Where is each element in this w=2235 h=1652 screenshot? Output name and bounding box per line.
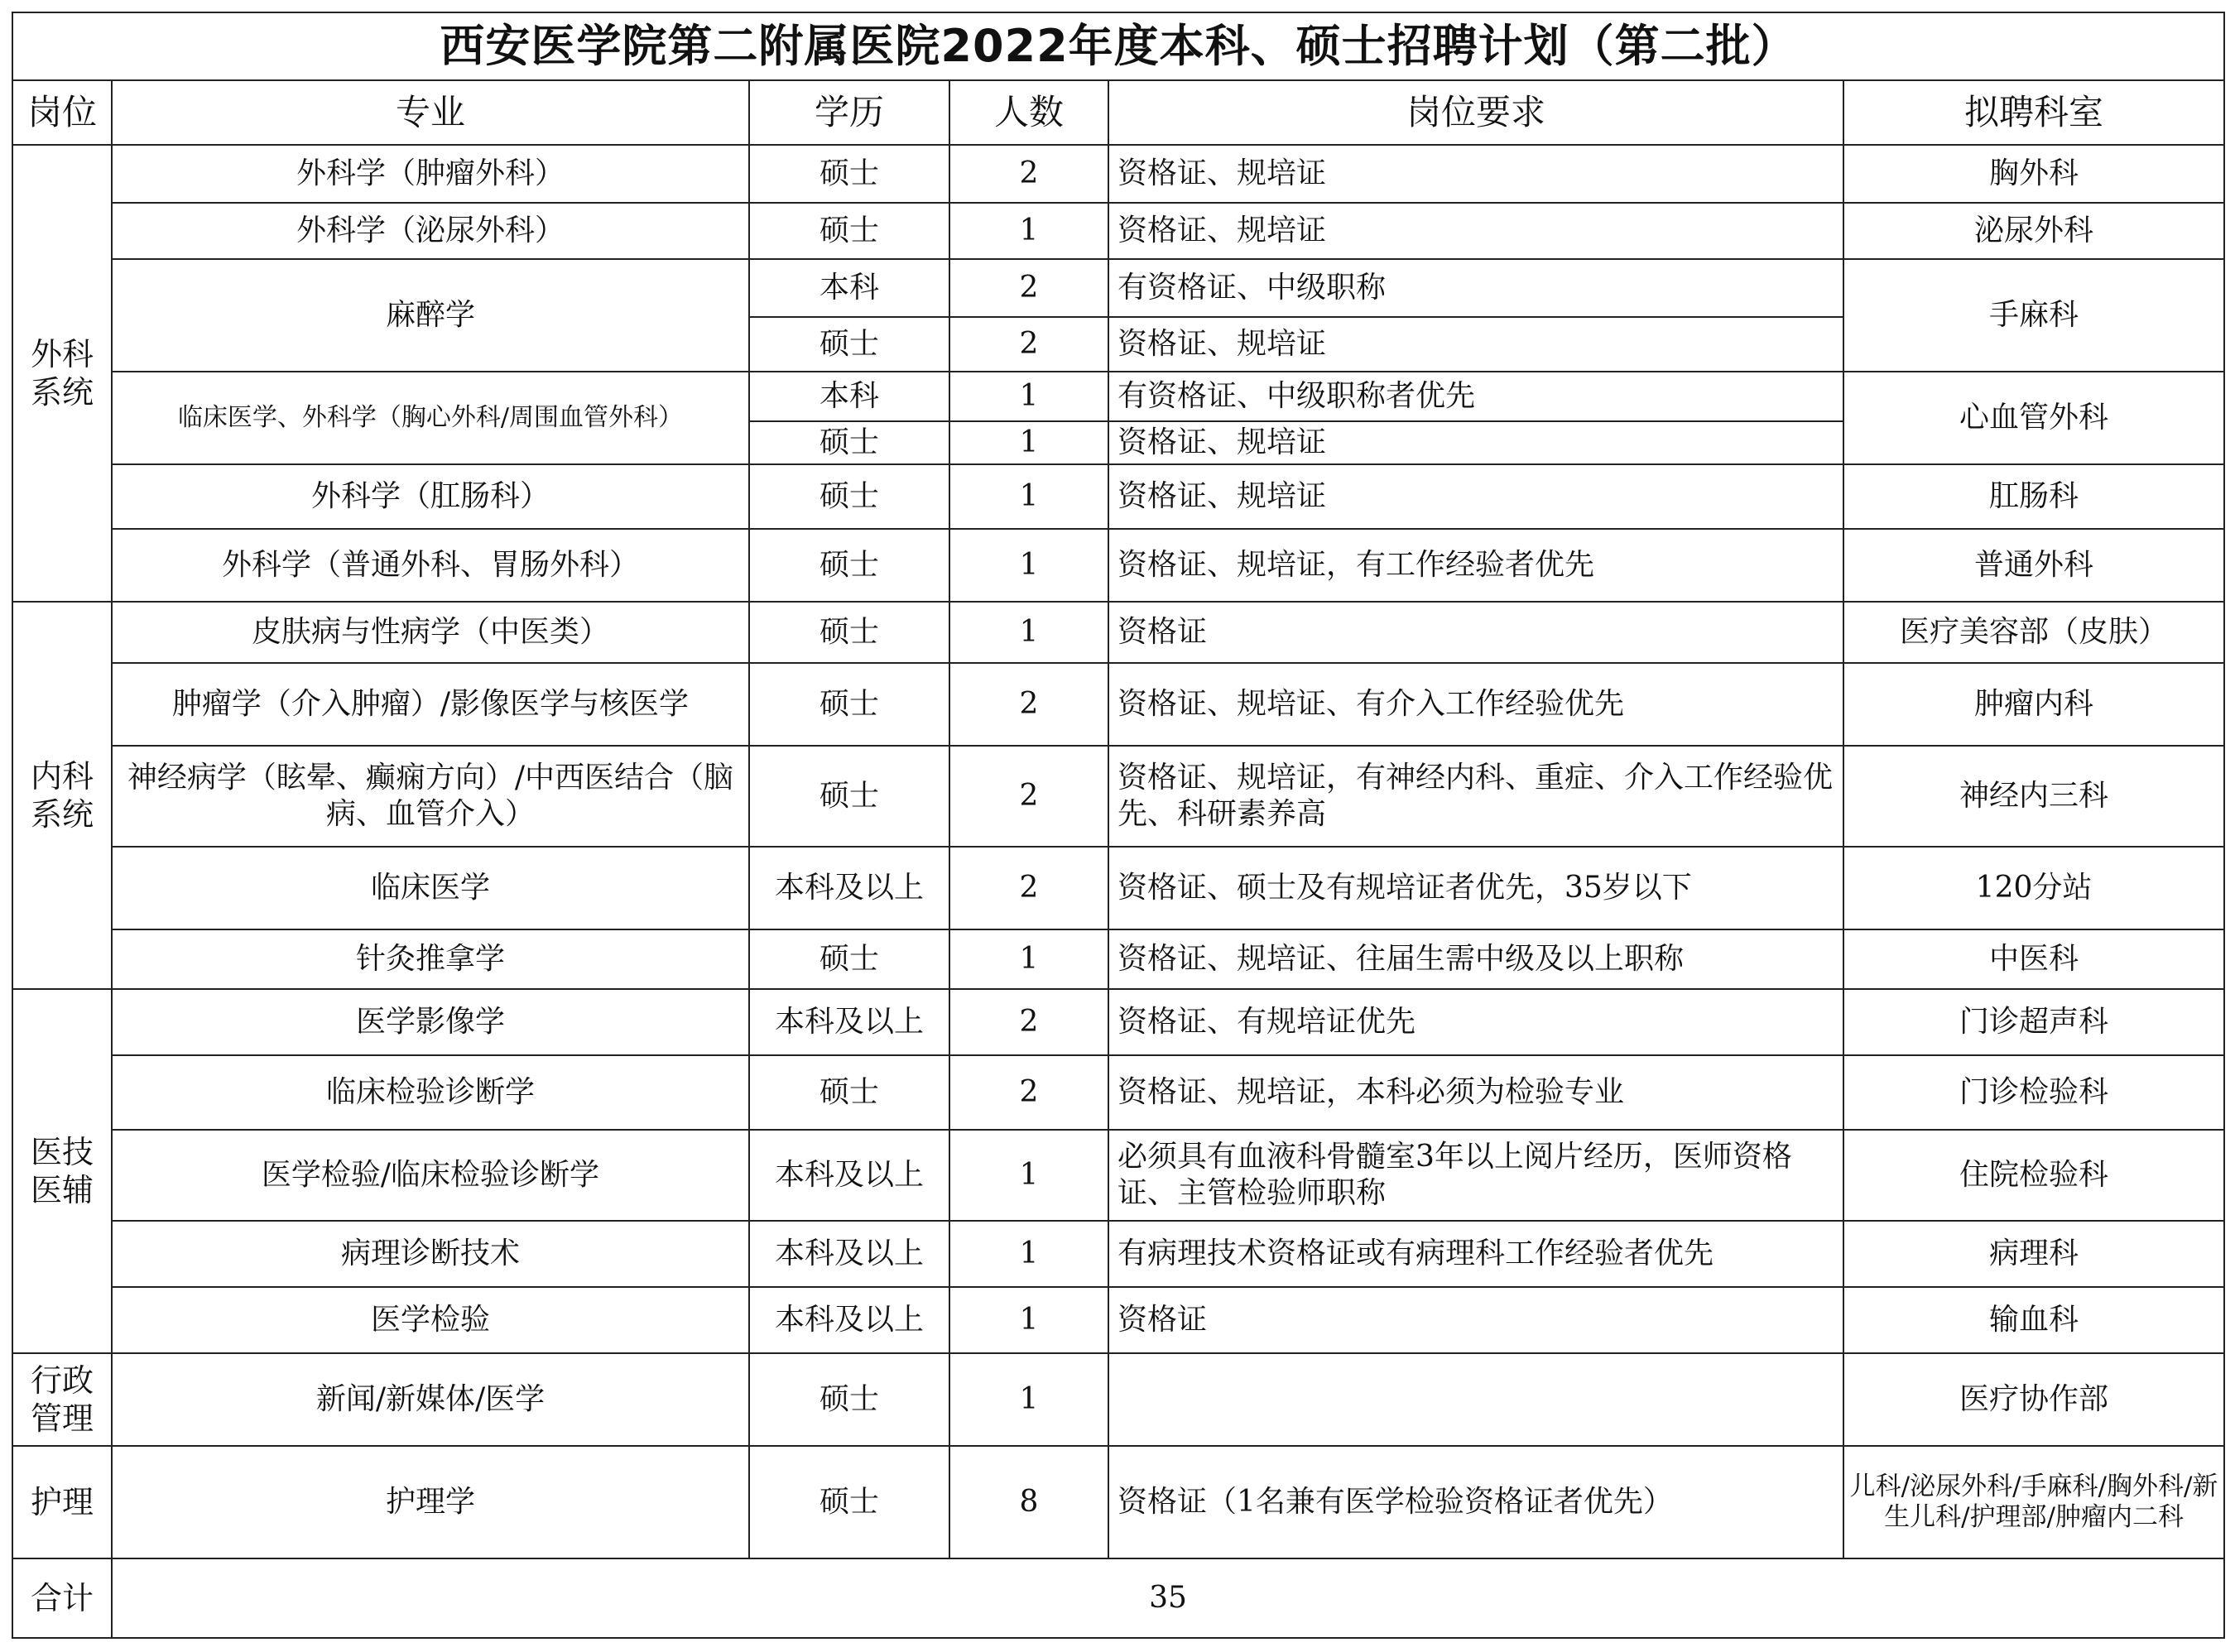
requirement-cell: 资格证、规培证，有神经内科、重症、介入工作经验优先、科研素养高 bbox=[1108, 746, 1843, 847]
department-cell: 门诊检验科 bbox=[1843, 1055, 2224, 1130]
page-title: 西安医学院第二附属医院2022年度本科、硕士招聘计划（第二批） bbox=[12, 12, 2224, 80]
table-row bbox=[12, 372, 2224, 421]
major-cell: 神经病学（眩晕、癫痫方向）/中西医结合（脑病、血管介入） bbox=[112, 746, 749, 847]
header-position: 岗位 bbox=[12, 80, 112, 145]
department-cell: 120分站 bbox=[1843, 847, 2224, 929]
count-cell: 1 bbox=[949, 1353, 1108, 1446]
education-cell: 硕士 bbox=[749, 1055, 949, 1130]
count-cell: 2 bbox=[949, 145, 1108, 203]
education-cell: 本科 bbox=[749, 372, 949, 421]
table-row bbox=[12, 1287, 2224, 1353]
education-cell: 本科及以上 bbox=[749, 989, 949, 1055]
requirement-cell: 资格证、规培证 bbox=[1108, 145, 1843, 203]
count-cell: 1 bbox=[949, 464, 1108, 529]
department-cell: 医疗协作部 bbox=[1843, 1353, 2224, 1446]
education-cell: 硕士 bbox=[749, 203, 949, 259]
education-cell: 本科及以上 bbox=[749, 1287, 949, 1353]
table-row bbox=[12, 1055, 2224, 1130]
department-cell: 胸外科 bbox=[1843, 145, 2224, 203]
major-cell: 医学检验/临床检验诊断学 bbox=[112, 1130, 749, 1221]
education-cell: 硕士 bbox=[749, 421, 949, 464]
count-cell: 1 bbox=[949, 203, 1108, 259]
requirement-cell: 资格证、规培证 bbox=[1108, 203, 1843, 259]
count-cell: 1 bbox=[949, 929, 1108, 989]
header-count: 人数 bbox=[949, 80, 1108, 145]
count-cell: 2 bbox=[949, 746, 1108, 847]
major-cell: 临床医学 bbox=[112, 847, 749, 929]
requirement-cell: 资格证（1名兼有医学检验资格证者优先） bbox=[1108, 1446, 1843, 1558]
table-row bbox=[12, 1221, 2224, 1287]
table-row bbox=[12, 1353, 2224, 1446]
requirement-cell: 资格证、规培证 bbox=[1108, 464, 1843, 529]
requirement-cell: 资格证、规培证 bbox=[1108, 317, 1843, 372]
requirement-cell: 必须具有血液科骨髓室3年以上阅片经历，医师资格证、主管检验师职称 bbox=[1108, 1130, 1843, 1221]
education-cell: 本科及以上 bbox=[749, 1221, 949, 1287]
major-cell: 护理学 bbox=[112, 1446, 749, 1558]
major-cell: 外科学（肿瘤外科） bbox=[112, 145, 749, 203]
major-cell: 医学检验 bbox=[112, 1287, 749, 1353]
requirement-cell: 资格证、硕士及有规培证者优先，35岁以下 bbox=[1108, 847, 1843, 929]
table-row bbox=[12, 746, 2224, 847]
department-cell: 肿瘤内科 bbox=[1843, 663, 2224, 746]
education-cell: 硕士 bbox=[749, 529, 949, 602]
header-row bbox=[12, 80, 2224, 145]
count-cell: 1 bbox=[949, 1287, 1108, 1353]
education-cell: 硕士 bbox=[749, 1353, 949, 1446]
recruitment-table bbox=[12, 12, 2225, 1639]
education-cell: 本科及以上 bbox=[749, 847, 949, 929]
education-cell: 硕士 bbox=[749, 317, 949, 372]
department-cell: 儿科/泌尿外科/手麻科/胸外科/新生儿科/护理部/肿瘤内二科 bbox=[1843, 1446, 2224, 1558]
table-row bbox=[12, 529, 2224, 602]
count-cell: 8 bbox=[949, 1446, 1108, 1558]
table-row bbox=[12, 602, 2224, 663]
major-cell: 肿瘤学（介入肿瘤）/影像医学与核医学 bbox=[112, 663, 749, 746]
recruitment-sheet bbox=[12, 12, 2223, 1645]
requirement-cell: 资格证、规培证，有工作经验者优先 bbox=[1108, 529, 1843, 602]
total-value: 35 bbox=[112, 1558, 2224, 1638]
education-cell: 本科及以上 bbox=[749, 1130, 949, 1221]
count-cell: 1 bbox=[949, 421, 1108, 464]
requirement-cell: 资格证、规培证，本科必须为检验专业 bbox=[1108, 1055, 1843, 1130]
header-education: 学历 bbox=[749, 80, 949, 145]
count-cell: 1 bbox=[949, 372, 1108, 421]
major-cell: 外科学（普通外科、胃肠外科） bbox=[112, 529, 749, 602]
education-cell: 硕士 bbox=[749, 663, 949, 746]
department-cell: 住院检验科 bbox=[1843, 1130, 2224, 1221]
count-cell: 1 bbox=[949, 1221, 1108, 1287]
total-row bbox=[12, 1558, 2224, 1638]
group-internal: 内科系统 bbox=[12, 602, 112, 989]
requirement-cell: 资格证 bbox=[1108, 602, 1843, 663]
count-cell: 1 bbox=[949, 529, 1108, 602]
department-cell: 中医科 bbox=[1843, 929, 2224, 989]
requirement-cell: 资格证、规培证、往届生需中级及以上职称 bbox=[1108, 929, 1843, 989]
requirement-cell: 资格证、有规培证优先 bbox=[1108, 989, 1843, 1055]
department-cell: 神经内三科 bbox=[1843, 746, 2224, 847]
table-row bbox=[12, 1446, 2224, 1558]
major-cell: 临床医学、外科学（胸心外科/周围血管外科） bbox=[112, 372, 749, 464]
major-cell: 麻醉学 bbox=[112, 259, 749, 372]
count-cell: 2 bbox=[949, 663, 1108, 746]
table-row bbox=[12, 663, 2224, 746]
department-cell: 普通外科 bbox=[1843, 529, 2224, 602]
requirement-cell: 资格证、规培证 bbox=[1108, 421, 1843, 464]
table-row bbox=[12, 259, 2224, 317]
count-cell: 2 bbox=[949, 989, 1108, 1055]
group-admin: 行政管理 bbox=[12, 1353, 112, 1446]
table-row bbox=[12, 145, 2224, 203]
requirement-cell bbox=[1108, 1353, 1843, 1446]
education-cell: 硕士 bbox=[749, 746, 949, 847]
department-cell: 门诊超声科 bbox=[1843, 989, 2224, 1055]
group-nursing: 护理 bbox=[12, 1446, 112, 1558]
table-row bbox=[12, 989, 2224, 1055]
major-cell: 外科学（肛肠科） bbox=[112, 464, 749, 529]
table-row bbox=[12, 1130, 2224, 1221]
major-cell: 外科学（泌尿外科） bbox=[112, 203, 749, 259]
count-cell: 2 bbox=[949, 317, 1108, 372]
major-cell: 临床检验诊断学 bbox=[112, 1055, 749, 1130]
major-cell: 病理诊断技术 bbox=[112, 1221, 749, 1287]
education-cell: 硕士 bbox=[749, 602, 949, 663]
total-label: 合计 bbox=[12, 1558, 112, 1638]
department-cell: 输血科 bbox=[1843, 1287, 2224, 1353]
major-cell: 皮肤病与性病学（中医类） bbox=[112, 602, 749, 663]
education-cell: 本科 bbox=[749, 259, 949, 317]
department-cell: 医疗美容部（皮肤） bbox=[1843, 602, 2224, 663]
count-cell: 2 bbox=[949, 1055, 1108, 1130]
table-row bbox=[12, 464, 2224, 529]
requirement-cell: 资格证、规培证、有介入工作经验优先 bbox=[1108, 663, 1843, 746]
count-cell: 1 bbox=[949, 602, 1108, 663]
department-cell: 手麻科 bbox=[1843, 259, 2224, 372]
major-cell: 医学影像学 bbox=[112, 989, 749, 1055]
requirement-cell: 资格证 bbox=[1108, 1287, 1843, 1353]
table-row bbox=[12, 203, 2224, 259]
department-cell: 病理科 bbox=[1843, 1221, 2224, 1287]
header-department: 拟聘科室 bbox=[1843, 80, 2224, 145]
education-cell: 硕士 bbox=[749, 1446, 949, 1558]
requirement-cell: 有资格证、中级职称 bbox=[1108, 259, 1843, 317]
department-cell: 肛肠科 bbox=[1843, 464, 2224, 529]
count-cell: 1 bbox=[949, 1130, 1108, 1221]
count-cell: 2 bbox=[949, 847, 1108, 929]
requirement-cell: 有资格证、中级职称者优先 bbox=[1108, 372, 1843, 421]
education-cell: 硕士 bbox=[749, 145, 949, 203]
requirement-cell: 有病理技术资格证或有病理科工作经验者优先 bbox=[1108, 1221, 1843, 1287]
education-cell: 硕士 bbox=[749, 929, 949, 989]
group-surgery: 外科系统 bbox=[12, 145, 112, 602]
department-cell: 心血管外科 bbox=[1843, 372, 2224, 464]
count-cell: 2 bbox=[949, 259, 1108, 317]
header-major: 专业 bbox=[112, 80, 749, 145]
major-cell: 针灸推拿学 bbox=[112, 929, 749, 989]
major-cell: 新闻/新媒体/医学 bbox=[112, 1353, 749, 1446]
table-row bbox=[12, 929, 2224, 989]
header-requirements: 岗位要求 bbox=[1108, 80, 1843, 145]
education-cell: 硕士 bbox=[749, 464, 949, 529]
group-medtech: 医技医辅 bbox=[12, 989, 112, 1353]
department-cell: 泌尿外科 bbox=[1843, 203, 2224, 259]
table-row bbox=[12, 847, 2224, 929]
